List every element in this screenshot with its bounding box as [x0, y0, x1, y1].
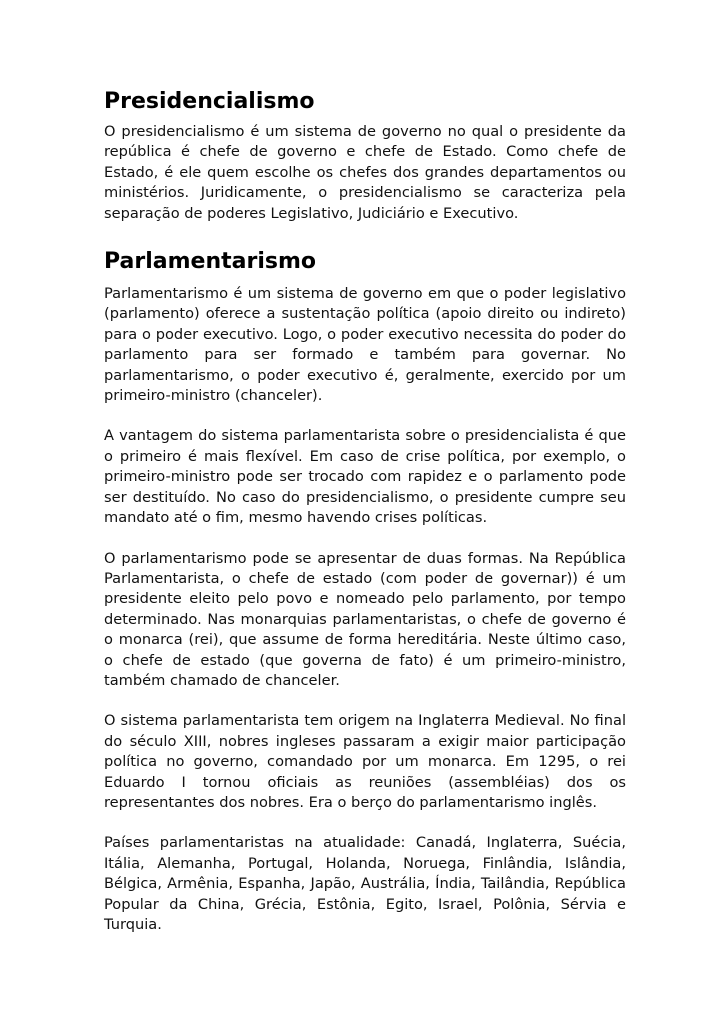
document-page	[104, 88, 626, 935]
paragraph-parlamentarismo-advantage: A vantagem do sistema parlamentarista sobre o presidencialista é que o primeiro é mais flexível. Em caso de crise política, por exemplo, o primeiro-ministro pode ser trocado com rapidez e o parlamento pode ser destituído. No caso do presidencialismo, o presidente cumpre seu mandato até o fim, mesmo havendo crises políticas.	[104, 427, 626, 527]
section-presidencialismo	[104, 88, 626, 224]
paragraph-presidencialismo-definition: O presidencialismo é um sistema de governo no qual o presidente da república é chefe de governo e chefe de Estado. Como chefe de Estado, é ele quem escolhe os chefes dos grandes departamentos ou ministérios. Juridicamente, o presidencialismo se caracteriza pela separação de poderes Legislativo, Judiciário e Executivo.	[104, 123, 626, 222]
paragraph-parlamentarismo-forms: O parlamentarismo pode se apresentar de duas formas. Na República Parlamentarista, o chefe de estado (com poder de governar)) é um presidente eleito pelo povo e nomeado pelo parlamento, por tempo determinado. Nas monarquias parlamentaristas, o chefe de governo é o monarca (rei), que assume de forma hereditária. Neste último caso, o chefe de estado (que governa de fato) é um primeiro-ministro, também chamado de chanceler.	[104, 549, 626, 689]
section-parlamentarismo	[104, 248, 626, 935]
paragraph-parlamentarismo-countries: Países parlamentaristas na atualidade: Canadá, Inglaterra, Suécia, Itália, Alemanha, Portugal, Holanda, Noruega, Finlândia, Islândia, Bélgica, Armênia, Espanha, Japão, Austrália, Índia, Tailândia, República Popular da China, Grécia, Estônia, Egito, Israel, Polônia, Sérvia e Turquia.	[104, 834, 626, 933]
paragraph-parlamentarismo-origin: O sistema parlamentarista tem origem na Inglaterra Medieval. No final do século XIII, nobres ingleses passaram a exigir maior participação política no governo, comandado por um monarca. Em 1295, o rei Eduardo I tornou oficiais as reuniões (assembléias) dos os representantes dos nobres. Era o berço do parlamentarismo inglês.	[104, 712, 626, 811]
paragraph-parlamentarismo-definition: Parlamentarismo é um sistema de governo em que o poder legislativo (parlamento) oferece a sustentação política (apoio direito ou indireto) para o poder executivo. Logo, o poder executivo necessita do poder do parlamento para ser formado e também para governar. No parlamentarismo, o poder executivo é, geralmente, exercido por um primeiro-ministro (chanceler).	[104, 285, 626, 405]
heading-parlamentarismo: Parlamentarismo	[104, 249, 317, 275]
heading-presidencialismo: Presidencialismo	[104, 89, 315, 114]
